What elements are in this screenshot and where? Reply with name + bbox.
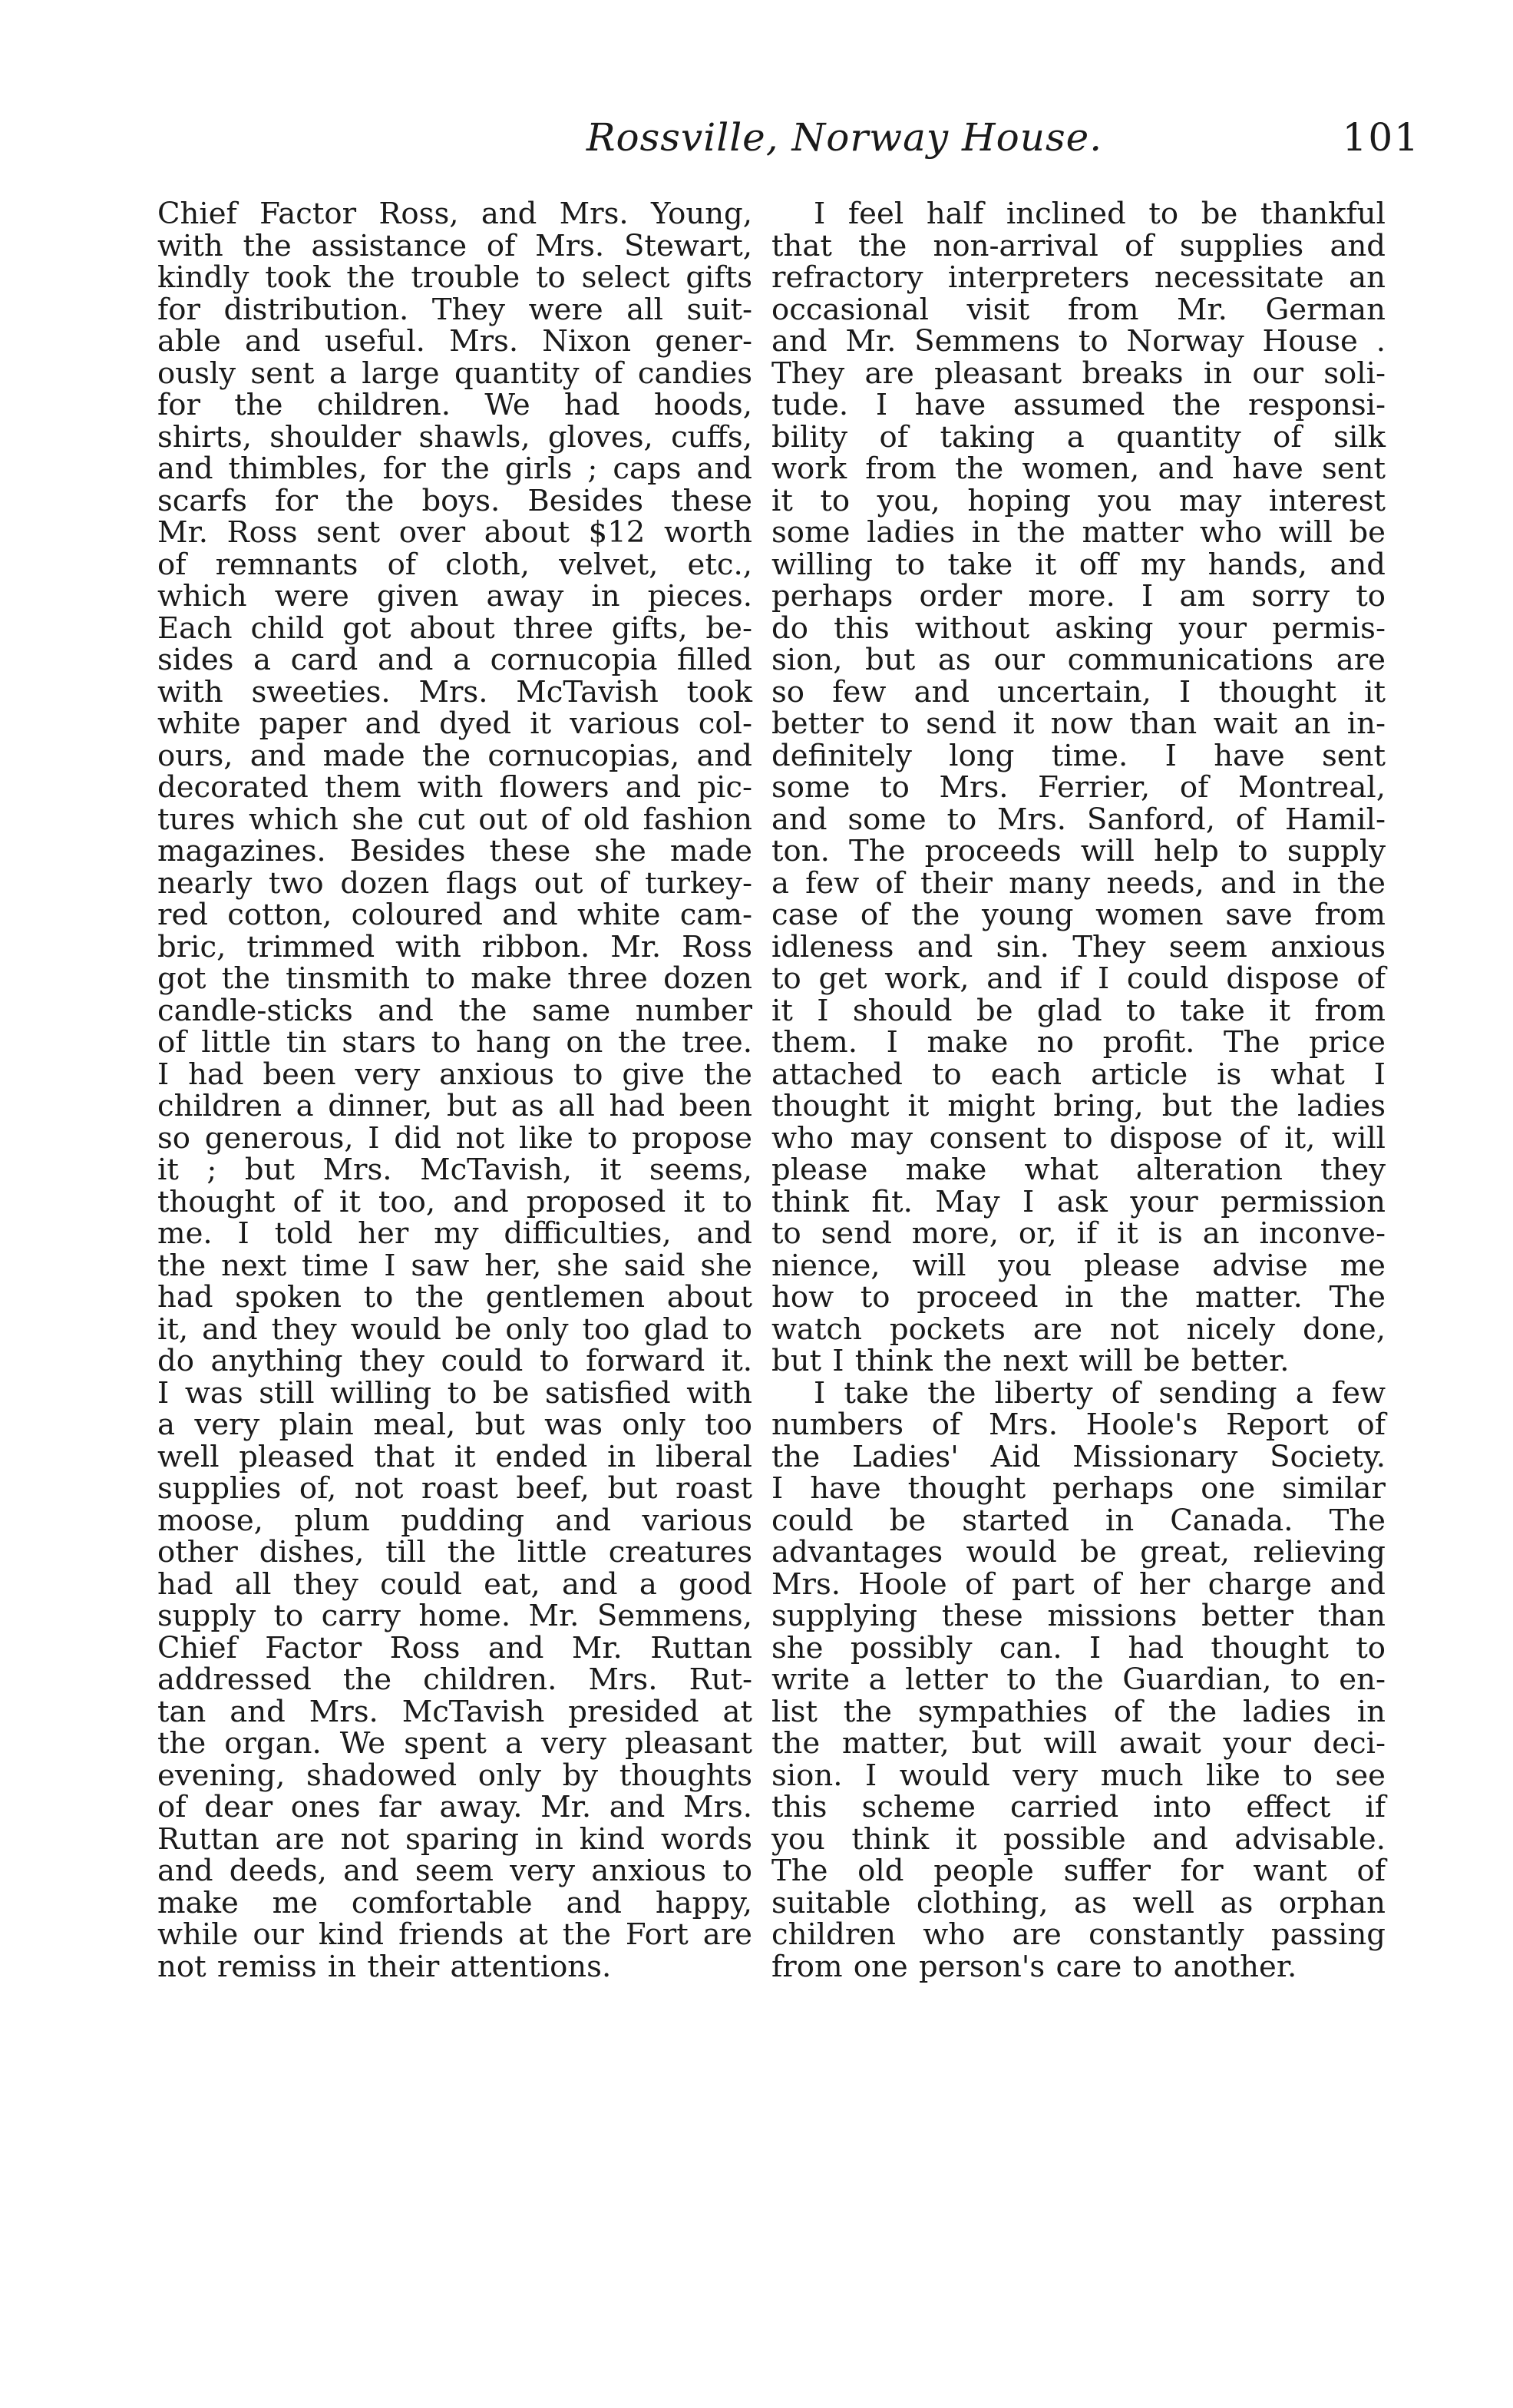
text-line: thought it might bring, but the ladies (771, 1089, 1386, 1123)
text-line: bility of taking a quantity of silk (771, 419, 1386, 455)
text-line: I had been very anxious to give the (157, 1057, 752, 1092)
text-line: attached to each article is what I (771, 1057, 1386, 1092)
text-line: she possibly can. I had thought to (771, 1630, 1386, 1665)
text-line: ton. The proceeds will help to supply (771, 834, 1386, 868)
text-line: Each child got about three gifts, be- (157, 610, 752, 646)
text-line: who may consent to dispose of it, will (771, 1120, 1386, 1156)
text-line: kindly took the trouble to select gifts (157, 260, 752, 295)
text-line: supplies of, not roast beef, but roast (157, 1471, 752, 1506)
text-line: nearly two dozen flags out of turkey- (157, 865, 752, 901)
text-line: nience, will you please advise me (771, 1248, 1386, 1283)
text-line: ours, and made the cornucopias, and (157, 738, 752, 773)
text-line: supplying these missions better than (771, 1599, 1386, 1633)
text-line: I feel half inclined to be thankful (814, 197, 1386, 231)
text-line: candle-sticks and the same number (157, 993, 752, 1028)
text-line: and thimbles, for the girls ; caps and (157, 452, 752, 486)
text-line: other dishes, till the little creatures (157, 1535, 752, 1570)
text-line: think fit. May I ask your permission (771, 1184, 1386, 1219)
text-line: ously sent a large quantity of candies (157, 356, 752, 391)
text-line: do anything they could to forward it. (157, 1344, 752, 1378)
text-line: the next time I saw her, she said she (157, 1248, 752, 1283)
text-line: it to you, hoping you may interest (771, 483, 1386, 518)
text-line: Chief Factor Ross, and Mrs. Young, (157, 197, 752, 231)
text-line: Mrs. Hoole of part of her charge and (771, 1566, 1386, 1602)
text-line: able and useful. Mrs. Nixon gener- (157, 324, 752, 359)
text-line: it, and they would be only too glad to (157, 1312, 752, 1347)
text-line: scarfs for the boys. Besides these (157, 483, 752, 518)
text-line: of remnants of cloth, velvet, etc., (157, 547, 752, 582)
text-line: so few and uncertain, I thought it (771, 674, 1386, 710)
page-number: 101 (1342, 115, 1420, 160)
text-line: I was still willing to be satisfied with (157, 1375, 752, 1411)
text-line: sion. I would very much like to see (771, 1758, 1386, 1793)
text-line: I have thought perhaps one similar (771, 1471, 1386, 1506)
text-line: moose, plum pudding and various (157, 1503, 752, 1538)
text-line: willing to take it off my hands, and (771, 547, 1386, 582)
text-line: idleness and sin. They seem anxious (771, 929, 1386, 964)
text-line: it I should be glad to take it from (771, 993, 1386, 1028)
text-line: them. I make no profit. The price (771, 1025, 1386, 1060)
text-line: case of the young women save from (771, 898, 1386, 932)
text-line: with sweeties. Mrs. McTavish took (157, 674, 752, 710)
text-line: do this without asking your permis- (771, 610, 1386, 646)
text-line: well pleased that it ended in liberal (157, 1439, 752, 1474)
text-line: watch pockets are not nicely done, (771, 1312, 1386, 1347)
text-line: how to proceed in the matter. The (771, 1280, 1386, 1315)
text-line: and deeds, and seem very anxious to (157, 1854, 752, 1888)
text-line: tures which she cut out of old fashion (157, 802, 752, 837)
text-line: evening, shadowed only by thoughts (157, 1758, 752, 1793)
text-line: magazines. Besides these she made (157, 834, 752, 868)
text-line: shirts, shoulder shawls, gloves, cuffs, (157, 419, 752, 455)
text-line: from one person's care to another. (771, 1949, 1297, 1984)
text-line: The old people suffer for want of (771, 1854, 1386, 1888)
text-line: Chief Factor Ross and Mr. Ruttan (157, 1630, 752, 1665)
text-line: of dear ones far away. Mr. and Mrs. (157, 1790, 752, 1824)
text-line: some to Mrs. Ferrier, of Montreal, (771, 770, 1386, 805)
text-line: children who are constantly passing (771, 1917, 1386, 1952)
text-line: advantages would be great, relieving (771, 1535, 1386, 1570)
text-line: me. I told her my difficulties, and (157, 1216, 752, 1251)
text-line: the matter, but will await your deci- (771, 1726, 1386, 1761)
text-line: suitable clothing, as well as orphan (771, 1885, 1386, 1920)
text-line: occasional visit from Mr. German (771, 292, 1386, 327)
text-line: numbers of Mrs. Hoole's Report of (771, 1407, 1386, 1442)
text-line: children a dinner, but as all had been (157, 1089, 752, 1123)
text-line: could be started in Canada. The (771, 1503, 1386, 1538)
text-line: had spoken to the gentlemen about (157, 1280, 752, 1315)
text-line: Ruttan are not sparing in kind words (157, 1821, 752, 1857)
left-text-column (157, 198, 752, 1983)
text-line: addressed the children. Mrs. Rut- (157, 1662, 752, 1697)
text-line: red cotton, coloured and white cam- (157, 898, 752, 932)
text-line: decorated them with flowers and pic- (157, 770, 752, 805)
text-line: that the non-arrival of supplies and (771, 228, 1386, 263)
right-text-column (771, 198, 1386, 1983)
text-line: make me comfortable and happy, (157, 1885, 752, 1920)
text-line: supply to carry home. Mr. Semmens, (157, 1599, 752, 1633)
text-line: to get work, and if I could dispose of (771, 961, 1386, 996)
text-line: and some to Mrs. Sanford, of Hamil- (771, 802, 1386, 837)
text-line: white paper and dyed it various col- (157, 706, 752, 741)
text-line: please make what alteration they (771, 1153, 1386, 1187)
text-line: bric, trimmed with ribbon. Mr. Ross (157, 929, 752, 964)
text-line: a very plain meal, but was only too (157, 1407, 752, 1442)
text-line: but I think the next will be better. (771, 1344, 1290, 1378)
text-line: a few of their many needs, and in the (771, 865, 1386, 901)
text-line: which were given away in pieces. (157, 579, 752, 614)
text-line: you think it possible and advisable. (771, 1821, 1386, 1857)
text-line: better to send it now than wait an in- (771, 706, 1386, 741)
text-line: tan and Mrs. McTavish presided at (157, 1694, 752, 1729)
text-line: had all they could eat, and a good (157, 1566, 752, 1602)
text-line: of little tin stars to hang on the tree. (157, 1025, 752, 1060)
text-line: for distribution. They were all suit- (157, 292, 752, 327)
text-line: not remiss in their attentions. (157, 1949, 612, 1984)
text-line: it ; but Mrs. McTavish, it seems, (157, 1153, 752, 1187)
text-line: with the assistance of Mrs. Stewart, (157, 228, 752, 263)
text-line: got the tinsmith to make three dozen (157, 961, 752, 996)
text-line: the organ. We spent a very pleasant (157, 1726, 752, 1761)
text-line: for the children. We had hoods, (157, 388, 752, 422)
text-line: I take the liberty of sending a few (814, 1375, 1386, 1411)
text-line: tude. I have assumed the responsi- (771, 388, 1386, 422)
text-line: list the sympathies of the ladies in (771, 1694, 1386, 1729)
text-line: and Mr. Semmens to Norway House . (771, 324, 1386, 359)
text-line: some ladies in the matter who will be (771, 515, 1386, 550)
text-line: while our kind friends at the Fort are (157, 1917, 752, 1952)
text-line: to send more, or, if it is an inconve- (771, 1216, 1386, 1251)
running-head-title: Rossville, Norway House. (586, 115, 1103, 160)
text-line: write a letter to the Guardian, to en- (771, 1662, 1386, 1697)
text-line: sion, but as our communications are (771, 643, 1386, 677)
text-line: this scheme carried into effect if (771, 1790, 1386, 1824)
text-line: thought of it too, and proposed it to (157, 1184, 752, 1219)
text-line: sides a card and a cornucopia filled (157, 643, 752, 677)
text-line: work from the women, and have sent (771, 452, 1386, 486)
text-line: They are pleasant breaks in our soli- (771, 356, 1386, 391)
text-line: so generous, I did not like to propose (157, 1120, 752, 1156)
text-line: perhaps order more. I am sorry to (771, 579, 1386, 614)
text-line: Mr. Ross sent over about $12 worth (157, 515, 752, 550)
text-line: the Ladies' Aid Missionary Society. (771, 1439, 1386, 1474)
text-line: refractory interpreters necessitate an (771, 260, 1386, 295)
text-line: definitely long time. I have sent (771, 738, 1386, 773)
